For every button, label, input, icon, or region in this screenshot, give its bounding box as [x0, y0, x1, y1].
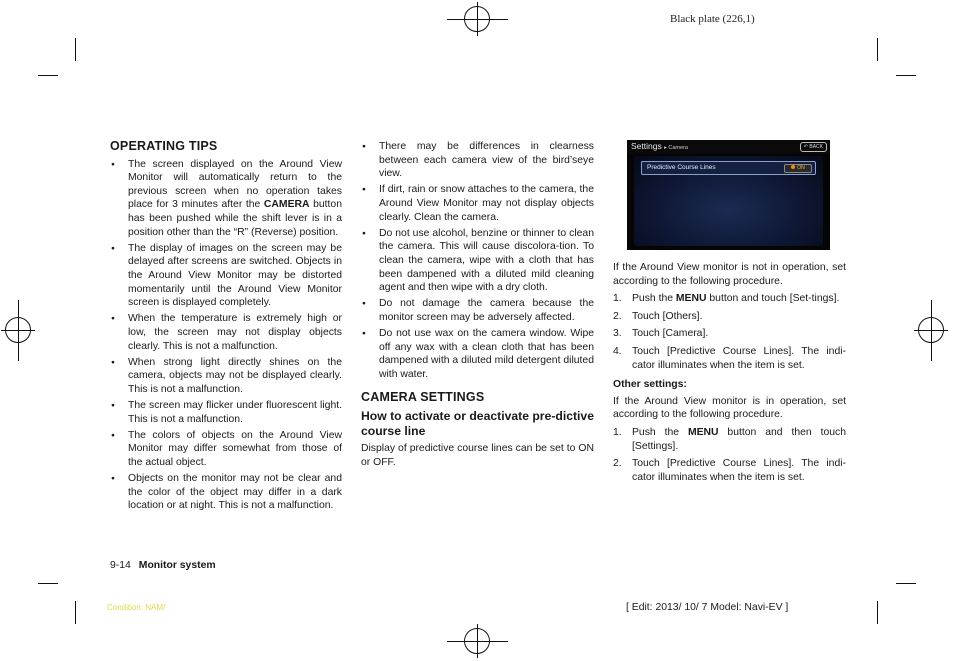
menu-button-label: MENU — [687, 426, 719, 438]
column-camera-tips — [361, 140, 594, 469]
screen-breadcrumb: ▸ Camera — [664, 145, 688, 151]
list-item: ● There may be differences in clearness between each camera view of the bird’seye view. — [361, 140, 594, 181]
bullet-list — [361, 140, 594, 381]
bullet-list — [110, 158, 342, 513]
numbered-list — [613, 292, 846, 372]
crop-mark — [75, 38, 76, 61]
numbered-list — [613, 426, 846, 484]
crop-mark — [38, 75, 58, 76]
screen-title: Settings ▸ Camera — [631, 141, 688, 151]
plate-label: Black plate (226,1) — [670, 13, 755, 25]
page-number: 9-14 — [110, 560, 131, 571]
column-procedure — [613, 261, 846, 490]
list-item: ● The screen may flicker under fluorescent light. This is not a malfunction. — [110, 399, 342, 426]
list-item: ● Do not use alcohol, benzine or thinner to clean the camera. This will cause discolora-tion. To clean the camera, wipe with a cloth that has been dampened with a diluted mild cleaning agent and then wipe with a dry cloth. — [361, 227, 594, 295]
screen-panel — [634, 156, 823, 246]
list-item: 2. Touch [Others]. — [613, 310, 703, 322]
camera-button-label: CAMERA — [263, 199, 310, 211]
crop-mark — [877, 38, 878, 61]
list-item: ● When strong light directly shines on the camera, objects may not be displayed clearly. This is not a malfunction. — [110, 356, 342, 397]
list-item: ● If dirt, rain or snow attaches to the camera, the Around View Monitor may not display objects clearly. Clean the camera. — [361, 183, 594, 224]
subheading-predictive-course-line: How to activate or deactivate pre-dictive course line — [361, 409, 594, 439]
crop-mark — [896, 583, 916, 584]
list-item: 1. Push the MENU button and then touch [Settings]. — [613, 426, 846, 452]
settings-screen-image — [627, 140, 830, 250]
list-item: ● Do not use wax on the camera window. Wipe off any wax with a clean cloth that has been dampened with a diluted mild detergent diluted with water. — [361, 327, 594, 381]
page-footer — [110, 560, 216, 571]
footer-section-title: Monitor system — [138, 560, 216, 571]
list-item: 1. Push the MENU button and touch [Set-tings]. — [613, 293, 840, 305]
indicator-light-icon — [791, 165, 795, 169]
crop-mark — [877, 601, 878, 624]
list-item: ● Objects on the monitor may not be clear and the color of the object may differ in a dark location or at night. This is not a malfunction. — [110, 472, 342, 513]
section-heading-operating-tips: OPERATING TIPS — [110, 139, 218, 153]
condition-label: Condition: NAM/ — [107, 603, 166, 612]
on-indicator: ON — [784, 164, 812, 173]
list-item: 2. Touch [Predictive Course Lines]. The indi-cator illuminates when the item is set. — [613, 458, 846, 483]
list-item: 3. Touch [Camera]. — [613, 328, 709, 340]
back-button: ↶ BACK — [800, 142, 827, 152]
list-item: ● Do not damage the camera because the monitor screen may be adversely affected. — [361, 297, 594, 324]
body-text: Display of predictive course lines can be set to ON or OFF. — [361, 443, 594, 468]
list-item: ● The colors of objects on the Around View Monitor may differ somewhat from those of the actual object. — [110, 429, 342, 470]
section-heading-camera-settings: CAMERA SETTINGS — [361, 390, 485, 405]
crop-mark — [896, 75, 916, 76]
list-item: ● When the temperature is extremely high or low, the screen may not display objects clearly. This is not a malfunction. — [110, 312, 342, 353]
list-item: ● The screen displayed on the Around View Monitor will automatically return to the previous screen when no operation takes place for 3 minutes after the CAMERA button has been pushed while the shift lever is in a position other than the “R” (Reverse) position. — [110, 158, 342, 240]
menu-button-label: MENU — [675, 293, 707, 305]
other-settings-heading: Other settings: — [613, 379, 687, 391]
column-operating-tips — [110, 140, 342, 516]
intro-text: If the Around View monitor is not in operation, set according to the following procedure. — [613, 262, 846, 287]
crop-mark — [75, 601, 76, 624]
crop-mark — [38, 583, 58, 584]
back-arrow-icon: ↶ — [803, 144, 808, 150]
edit-info: [ Edit: 2013/ 10/ 7 Model: Navi-EV ] — [626, 602, 789, 613]
other-intro-text: If the Around View monitor is in operation, set according to the following procedure. — [613, 395, 846, 421]
screen-header — [627, 140, 830, 154]
row-label: Predictive Course Lines — [647, 164, 716, 171]
list-item: 4. Touch [Predictive Course Lines]. The indi-cator illuminates when the item is set. — [613, 345, 846, 371]
predictive-course-lines-row — [641, 161, 816, 175]
list-item: ● The display of images on the screen may be delayed after screens are switched. Objects in the Around View Monitor may be distorted momentarily until the Around View Monitor screen is displayed completely. — [110, 242, 342, 310]
